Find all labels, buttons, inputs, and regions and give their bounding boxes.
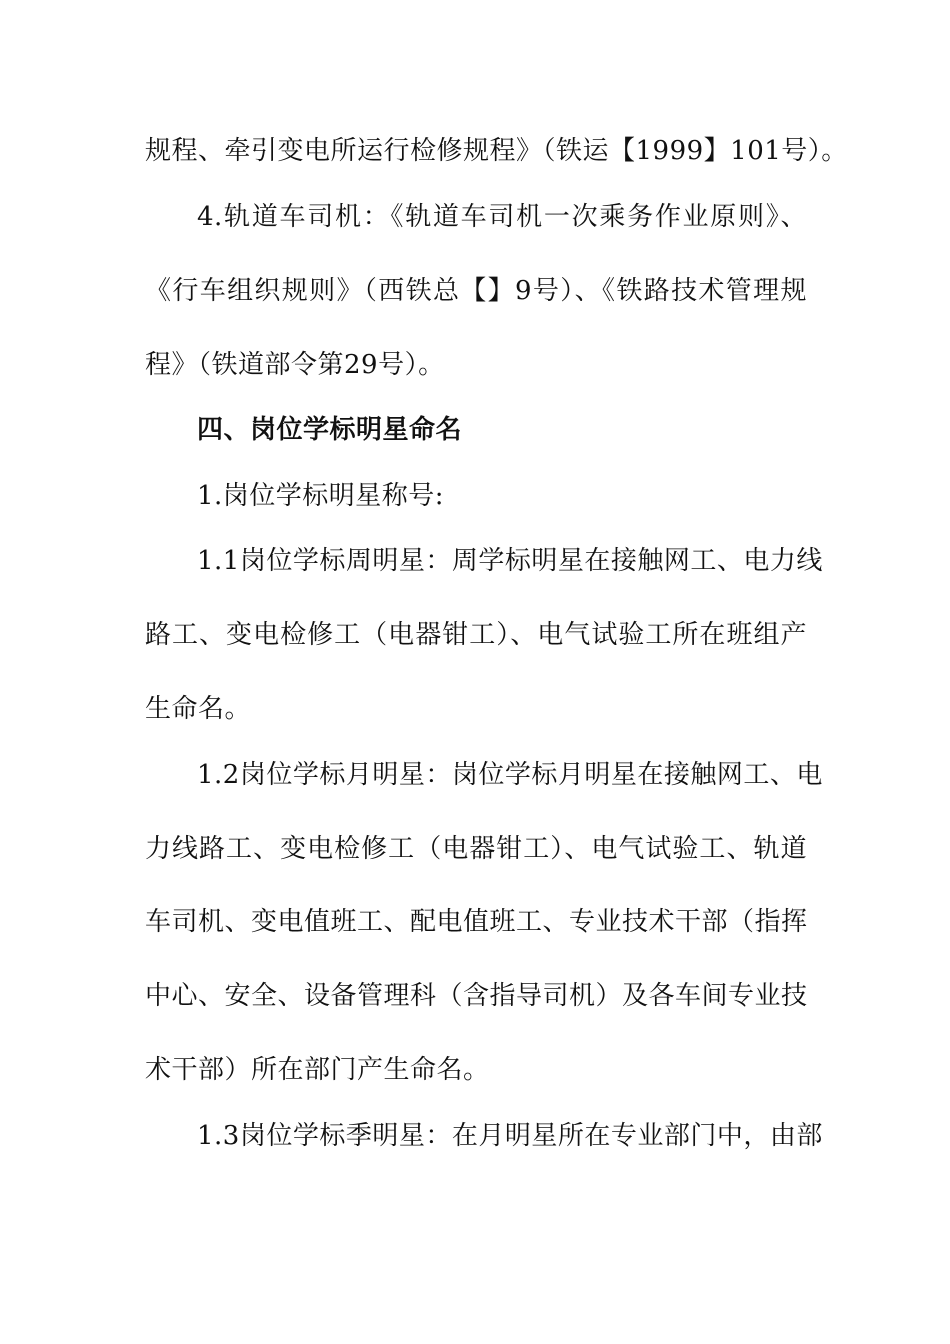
- section-heading: 四、岗位学标明星命名: [197, 415, 463, 445]
- document-page: [145, 0, 848, 1344]
- text-line-2: 4.轨道车司机：《轨道车司机一次乘务作业原则》、: [197, 202, 807, 232]
- text-line-7: 1.1岗位学标周明星：周学标明星在接触网工、电力线: [197, 546, 823, 576]
- text-line-6: 1.岗位学标明星称号:: [197, 481, 445, 511]
- text-line-14: 术干部）所在部门产生命名。: [145, 1055, 490, 1085]
- text-line-8: 路工、变电检修工（电器钳工）、电气试验工所在班组产: [145, 620, 807, 650]
- text-line-10: 1.2岗位学标月明星：岗位学标月明星在接触网工、电: [197, 760, 823, 790]
- text-line-3: 《行车组织规则》（西铁总【】9号）、《铁路技术管理规: [145, 276, 807, 306]
- text-line-12: 车司机、变电值班工、配电值班工、专业技术干部（指挥: [145, 907, 808, 937]
- text-line-4: 程》（铁道部令第29号）。: [145, 350, 445, 380]
- text-line-1: 规程、牵引变电所运行检修规程》（铁运【1999】101号）。: [145, 136, 848, 166]
- text-line-9: 生命名。: [145, 694, 252, 724]
- text-line-15: 1.3岗位学标季明星：在月明星所在专业部门中，由部: [197, 1121, 823, 1151]
- text-line-11: 力线路工、变电检修工（电器钳工）、电气试验工、轨道: [145, 834, 807, 864]
- text-line-13: 中心、安全、设备管理科（含指导司机）及各车间专业技: [145, 981, 808, 1011]
